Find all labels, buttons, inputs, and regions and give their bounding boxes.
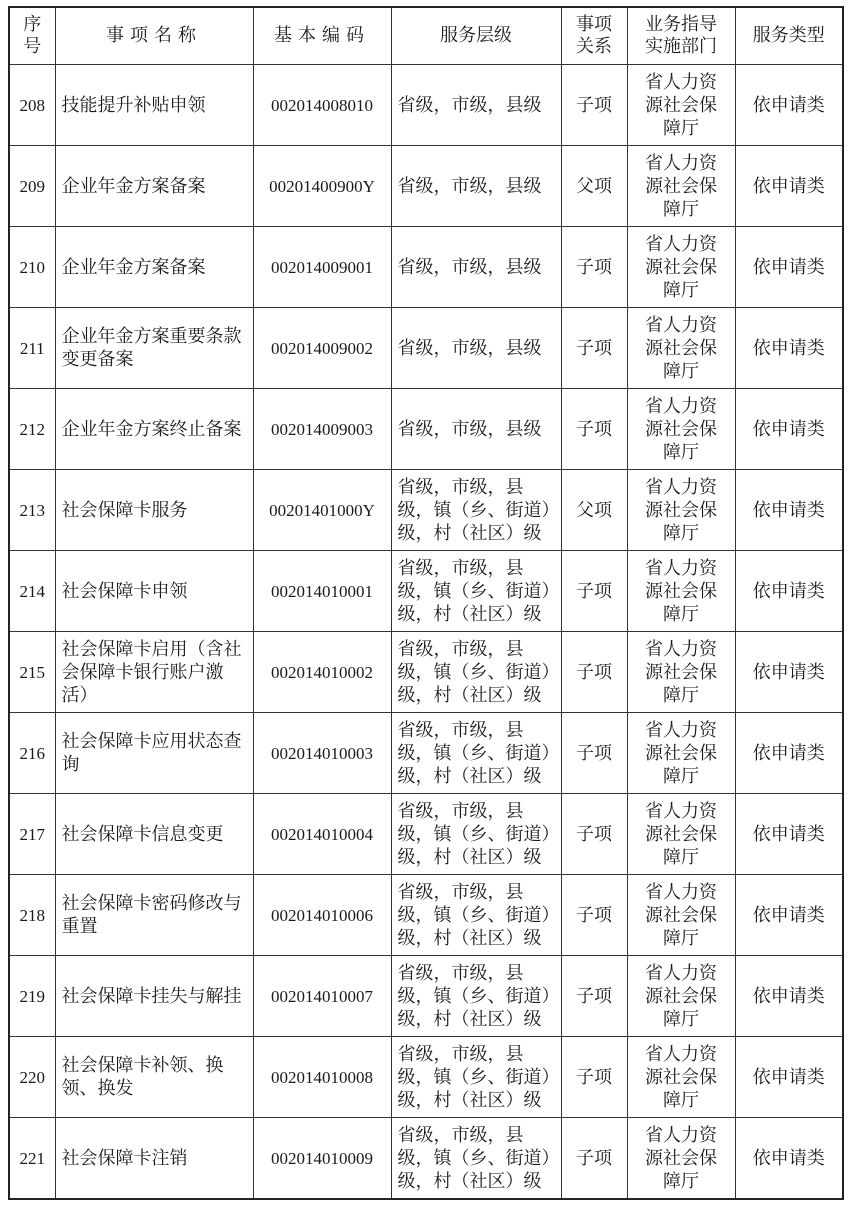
service-type-cell (735, 65, 843, 146)
item-code-cell (253, 1037, 391, 1118)
table-row (9, 308, 843, 389)
guiding-department-cell (627, 1118, 735, 1200)
row-number-cell (9, 632, 55, 713)
row-number-cell (9, 551, 55, 632)
item-code-cell (253, 1118, 391, 1200)
item-code-cell (253, 227, 391, 308)
row-number: 217 (19, 824, 45, 844)
guiding-department-cell (627, 713, 735, 794)
service-type: 依申请类 (752, 499, 825, 521)
item-code: 00201401000Y (269, 500, 375, 520)
service-level: 省级，市级，县级，镇（乡、街道）级，村（社区）级 (397, 638, 551, 706)
service-level: 省级，市级，县级，镇（乡、街道）级，村（社区）级 (397, 1043, 551, 1111)
service-level: 省级，市级，县级 (397, 256, 542, 278)
item-relation: 子项 (576, 1066, 612, 1088)
guiding-department-cell (627, 794, 735, 875)
guiding-department-cell (627, 875, 735, 956)
item-name: 企业年金方案备案 (61, 175, 206, 197)
service-type-cell (735, 713, 843, 794)
item-name: 企业年金方案重要条款变更备案 (61, 326, 242, 370)
service-type-cell (735, 1118, 843, 1200)
item-relation: 子项 (576, 661, 612, 683)
service-type-cell (735, 632, 843, 713)
row-number-cell (9, 146, 55, 227)
item-name-cell (55, 389, 253, 470)
item-name: 企业年金方案备案 (61, 256, 206, 278)
service-level-cell (391, 470, 561, 551)
item-name: 社会保障卡注销 (61, 1147, 188, 1169)
row-number: 219 (19, 986, 45, 1006)
item-name: 企业年金方案终止备案 (61, 418, 242, 440)
table-row (9, 1037, 843, 1118)
item-code-cell (253, 308, 391, 389)
table-row (9, 146, 843, 227)
item-code: 00201400900Y (269, 176, 375, 196)
guiding-department: 省人力资源社会保障厅 (645, 962, 717, 1030)
table-row (9, 470, 843, 551)
item-code: 002014010001 (271, 581, 373, 601)
item-relation-cell (561, 875, 627, 956)
header-level: 服务层级 (391, 7, 561, 65)
service-level-cell (391, 875, 561, 956)
header-code: 基本编码 (253, 7, 391, 65)
service-type-cell (735, 794, 843, 875)
service-level-cell (391, 65, 561, 146)
row-number-cell (9, 794, 55, 875)
item-relation-cell (561, 1118, 627, 1200)
item-code: 002014008010 (271, 95, 373, 115)
item-relation: 子项 (576, 337, 612, 359)
guiding-department-cell (627, 146, 735, 227)
row-number-cell (9, 956, 55, 1037)
guiding-department: 省人力资源社会保障厅 (645, 395, 717, 463)
item-relation: 子项 (576, 256, 612, 278)
service-level-cell (391, 389, 561, 470)
item-relation-cell (561, 632, 627, 713)
item-name: 社会保障卡启用（含社会保障卡银行账户激活） (61, 638, 242, 706)
item-code-cell (253, 551, 391, 632)
service-level: 省级，市级，县级，镇（乡、街道）级，村（社区）级 (397, 719, 551, 787)
service-level: 省级，市级，县级，镇（乡、街道）级，村（社区）级 (397, 881, 551, 949)
item-relation-cell (561, 794, 627, 875)
item-name-cell (55, 227, 253, 308)
row-number: 215 (19, 662, 45, 682)
row-number-cell (9, 713, 55, 794)
item-code: 002014010007 (271, 986, 373, 1006)
service-type: 依申请类 (752, 1147, 825, 1169)
item-name-cell (55, 65, 253, 146)
service-level-cell (391, 794, 561, 875)
table-row (9, 956, 843, 1037)
item-code: 002014010002 (271, 662, 373, 682)
item-code-cell (253, 632, 391, 713)
item-relation: 子项 (576, 1147, 612, 1169)
service-level-cell (391, 308, 561, 389)
service-type-cell (735, 956, 843, 1037)
header-name: 事项名称 (55, 7, 253, 65)
guiding-department: 省人力资源社会保障厅 (645, 233, 717, 301)
item-code-cell (253, 713, 391, 794)
service-level: 省级，市级，县级，镇（乡、街道）级，村（社区）级 (397, 962, 551, 1030)
service-type-cell (735, 227, 843, 308)
service-type: 依申请类 (752, 823, 825, 845)
item-code-cell (253, 65, 391, 146)
service-level: 省级，市级，县级，镇（乡、街道）级，村（社区）级 (397, 557, 551, 625)
guiding-department-cell (627, 551, 735, 632)
row-number-cell (9, 65, 55, 146)
item-code-cell (253, 956, 391, 1037)
table-row (9, 227, 843, 308)
item-name-cell (55, 308, 253, 389)
service-level-cell (391, 956, 561, 1037)
item-relation: 子项 (576, 418, 612, 440)
item-relation-cell (561, 1037, 627, 1118)
item-name-cell (55, 146, 253, 227)
guiding-department: 省人力资源社会保障厅 (645, 719, 717, 787)
guiding-department: 省人力资源社会保障厅 (645, 314, 717, 382)
guiding-department-cell (627, 956, 735, 1037)
item-code-cell (253, 794, 391, 875)
item-name: 社会保障卡申领 (61, 580, 188, 602)
item-name: 社会保障卡应用状态查询 (61, 731, 242, 775)
item-code: 002014010008 (271, 1067, 373, 1087)
service-level-cell (391, 713, 561, 794)
guiding-department-cell (627, 1037, 735, 1118)
item-code-cell (253, 146, 391, 227)
service-level-cell (391, 1037, 561, 1118)
guiding-department: 省人力资源社会保障厅 (645, 476, 717, 544)
item-name: 社会保障卡挂失与解挂 (61, 985, 242, 1007)
item-name-cell (55, 713, 253, 794)
table-row (9, 875, 843, 956)
item-code: 002014010009 (271, 1148, 373, 1168)
guiding-department: 省人力资源社会保障厅 (645, 557, 717, 625)
item-relation-cell (561, 227, 627, 308)
item-relation-cell (561, 65, 627, 146)
header-no: 序号 (9, 7, 55, 65)
guiding-department: 省人力资源社会保障厅 (645, 638, 717, 706)
service-items-table (8, 6, 844, 1200)
item-code-cell (253, 470, 391, 551)
service-type-cell (735, 470, 843, 551)
row-number: 218 (19, 905, 45, 925)
service-level: 省级，市级，县级 (397, 418, 542, 440)
table-row (9, 713, 843, 794)
item-relation-cell (561, 146, 627, 227)
service-type: 依申请类 (752, 418, 825, 440)
item-relation-cell (561, 470, 627, 551)
guiding-department: 省人力资源社会保障厅 (645, 881, 717, 949)
service-level: 省级，市级，县级，镇（乡、街道）级，村（社区）级 (397, 800, 551, 868)
service-type-cell (735, 146, 843, 227)
service-type-cell (735, 1037, 843, 1118)
service-level-cell (391, 1118, 561, 1200)
row-number: 221 (19, 1148, 45, 1168)
item-code: 002014009003 (271, 419, 373, 439)
item-relation: 子项 (576, 742, 612, 764)
item-relation: 子项 (576, 580, 612, 602)
service-level: 省级，市级，县级 (397, 337, 542, 359)
item-name: 技能提升补贴申领 (61, 94, 206, 116)
item-name: 社会保障卡信息变更 (61, 823, 224, 845)
item-relation: 子项 (576, 94, 612, 116)
item-relation-cell (561, 308, 627, 389)
service-level: 省级，市级，县级，镇（乡、街道）级，村（社区）级 (397, 1124, 551, 1192)
table-row (9, 551, 843, 632)
item-code: 002014010004 (271, 824, 373, 844)
service-type: 依申请类 (752, 94, 825, 116)
row-number-cell (9, 389, 55, 470)
item-code: 002014010003 (271, 743, 373, 763)
item-relation-cell (561, 389, 627, 470)
item-code-cell (253, 389, 391, 470)
guiding-department: 省人力资源社会保障厅 (645, 152, 717, 220)
service-type: 依申请类 (752, 175, 825, 197)
item-name-cell (55, 470, 253, 551)
item-name: 社会保障卡服务 (61, 499, 188, 521)
table-row (9, 65, 843, 146)
table-row (9, 632, 843, 713)
item-name: 社会保障卡密码修改与重置 (61, 893, 242, 937)
guiding-department: 省人力资源社会保障厅 (645, 1043, 717, 1111)
item-relation: 父项 (576, 175, 612, 197)
service-type: 依申请类 (752, 742, 825, 764)
item-code: 002014009002 (271, 338, 373, 358)
header-type: 服务类型 (735, 7, 843, 65)
guiding-department-cell (627, 389, 735, 470)
table-row (9, 1118, 843, 1200)
service-type: 依申请类 (752, 661, 825, 683)
item-name-cell (55, 1118, 253, 1200)
row-number: 208 (19, 95, 45, 115)
row-number-cell (9, 470, 55, 551)
table-row (9, 794, 843, 875)
guiding-department-cell (627, 470, 735, 551)
item-code: 002014010006 (271, 905, 373, 925)
service-type-cell (735, 389, 843, 470)
item-name-cell (55, 794, 253, 875)
item-name-cell (55, 632, 253, 713)
row-number: 216 (19, 743, 45, 763)
service-type: 依申请类 (752, 904, 825, 926)
item-relation: 子项 (576, 904, 612, 926)
row-number: 210 (19, 257, 45, 277)
item-name-cell (55, 875, 253, 956)
guiding-department-cell (627, 632, 735, 713)
service-level: 省级，市级，县级 (397, 94, 542, 116)
header-relation: 事项关系 (561, 7, 627, 65)
row-number-cell (9, 875, 55, 956)
item-name-cell (55, 956, 253, 1037)
service-level-cell (391, 551, 561, 632)
service-level-cell (391, 632, 561, 713)
row-number: 209 (19, 176, 45, 196)
service-type-cell (735, 875, 843, 956)
row-number-cell (9, 1037, 55, 1118)
service-type: 依申请类 (752, 1066, 825, 1088)
row-number: 220 (19, 1067, 45, 1087)
item-code: 002014009001 (271, 257, 373, 277)
service-type: 依申请类 (752, 337, 825, 359)
item-relation-cell (561, 551, 627, 632)
service-level-cell (391, 227, 561, 308)
service-level-cell (391, 146, 561, 227)
guiding-department: 省人力资源社会保障厅 (645, 1124, 717, 1192)
item-relation-cell (561, 956, 627, 1037)
guiding-department-cell (627, 65, 735, 146)
item-relation: 父项 (576, 499, 612, 521)
service-level: 省级，市级，县级，镇（乡、街道）级，村（社区）级 (397, 476, 551, 544)
guiding-department: 省人力资源社会保障厅 (645, 71, 717, 139)
table-header-row (9, 7, 843, 65)
service-type: 依申请类 (752, 256, 825, 278)
item-code-cell (253, 875, 391, 956)
item-relation: 子项 (576, 985, 612, 1007)
item-relation: 子项 (576, 823, 612, 845)
row-number: 211 (19, 338, 45, 358)
guiding-department-cell (627, 227, 735, 308)
service-level: 省级，市级，县级 (397, 175, 542, 197)
document-page (8, 6, 842, 1200)
item-relation-cell (561, 713, 627, 794)
guiding-department-cell (627, 308, 735, 389)
item-name-cell (55, 1037, 253, 1118)
table-body (9, 65, 843, 1200)
service-type: 依申请类 (752, 985, 825, 1007)
row-number-cell (9, 227, 55, 308)
table-row (9, 389, 843, 470)
header-dept: 业务指导实施部门 (627, 7, 735, 65)
item-name: 社会保障卡补领、换领、换发 (61, 1055, 224, 1099)
guiding-department: 省人力资源社会保障厅 (645, 800, 717, 868)
service-type-cell (735, 308, 843, 389)
row-number-cell (9, 308, 55, 389)
service-type: 依申请类 (752, 580, 825, 602)
row-number: 213 (19, 500, 45, 520)
item-name-cell (55, 551, 253, 632)
row-number-cell (9, 1118, 55, 1200)
row-number: 214 (19, 581, 45, 601)
row-number: 212 (19, 419, 45, 439)
service-type-cell (735, 551, 843, 632)
